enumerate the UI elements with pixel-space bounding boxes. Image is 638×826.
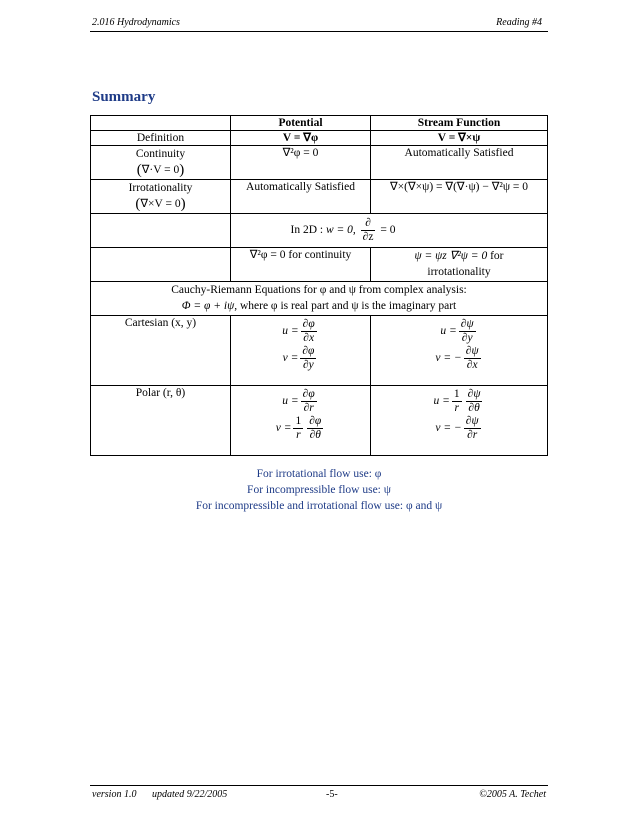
footer-updated: updated 9/22/2005	[152, 789, 228, 800]
summary-table	[90, 115, 548, 456]
twod-eq: = 0	[380, 224, 396, 237]
col-header-stream: Stream Function	[371, 116, 548, 131]
header-empty	[91, 116, 231, 131]
cartesian-str-u: $\frac{\partial\psi}{\partial y}$	[460, 318, 474, 344]
cartesian-pot-u: $\frac{\partial\varphi}{\partial x}$	[302, 318, 315, 344]
section-title: Summary	[92, 89, 156, 105]
twod-w: w = 0,	[325, 224, 356, 237]
row-label-irrotationality: Irrotationality	[128, 182, 193, 194]
twod-stream-eq: ψ = ψz ∇²ψ = 0	[414, 250, 488, 262]
footer-version: version 1.0	[92, 789, 137, 800]
row-continuity: Continuity (∇·V = 0) ∇²φ = 0 Automatically Satisfied	[91, 146, 548, 180]
polar-pot-v: $\frac{\partial\varphi}{\partial\theta}$	[309, 415, 322, 441]
continuity-condition: ∇·V = 0	[141, 164, 180, 176]
row-label-definition: Definition	[91, 131, 231, 146]
row-irrotationality: Irrotationality (∇×V = 0) Automatically Satisfied ∇×(∇×ψ) = ∇(∇·ψ) − ∇²ψ = 0	[91, 180, 548, 214]
irrotationality-condition: ∇×V = 0	[140, 198, 181, 210]
row-cartesian: Cartesian (x, y) u = $\frac{\partial\varphi}{\partial x}$ v = $\frac{\partial\varphi}{\partial y}$ u = $\frac{\partial\psi}{\partial y}$ v = − $\frac{\partial\psi}{\partial x}$	[91, 316, 548, 386]
row-polar: Polar (r, θ) u = $\frac{\partial\varphi}{\partial r}$ v = $\frac{1}{r}$ $\frac{\partial\varphi}{\partial\theta}$ u = $\frac{1}{r}$ $\frac{\partial\psi}{\partial\theta}$ v = − $\frac{\partial\psi}{\partial r}$	[91, 386, 548, 456]
header-course: 2.016 Hydrodynamics	[92, 17, 180, 28]
col-header-potential: Potential	[231, 116, 371, 131]
note-irrotational: For irrotational flow use: φ	[256, 468, 382, 480]
irrotationality-potential: Automatically Satisfied	[231, 180, 371, 214]
polar-str-u: $\frac{\partial\psi}{\partial\theta}$	[467, 388, 481, 414]
usage-notes	[90, 466, 548, 514]
definition-potential: V = ∇φ	[231, 131, 371, 146]
row-label-polar: Polar (r, θ)	[91, 386, 231, 456]
polar-pot-u: $\frac{\partial\varphi}{\partial r}$	[302, 388, 315, 414]
polar-str-v: $\frac{\partial\psi}{\partial r}$	[465, 415, 479, 441]
row-definition	[91, 131, 548, 146]
row-cauchy-riemann	[91, 282, 548, 316]
footer-page-number: -5-	[326, 789, 338, 800]
twod-stream-for: for	[490, 250, 504, 262]
cauchy-line2-text: , where φ is real part and ψ is the imaginary part	[234, 300, 457, 312]
row-2d-equations	[91, 248, 548, 282]
continuity-potential: ∇²φ = 0	[231, 146, 371, 180]
twod-derivative: $\frac{\partial}{\partial z}$	[362, 217, 374, 243]
note-both: For incompressible and irrotational flow use: φ and ψ	[195, 500, 443, 512]
cauchy-line1: Cauchy-Riemann Equations for φ and ψ from complex analysis:	[171, 284, 467, 296]
continuity-stream: Automatically Satisfied	[371, 146, 548, 180]
cartesian-pot-v: $\frac{\partial\varphi}{\partial y}$	[302, 345, 315, 371]
irrotationality-stream: ∇×(∇×ψ) = ∇(∇·ψ) − ∇²ψ = 0	[371, 180, 548, 214]
header-rule	[90, 31, 548, 32]
cauchy-equation: Φ = φ + iψ	[181, 300, 235, 312]
twod-potential-text: for continuity	[288, 249, 352, 261]
footer-copyright: ©2005 A. Techet	[479, 789, 546, 800]
row-2d	[91, 214, 548, 248]
cartesian-str-v: $\frac{\partial\psi}{\partial x}$	[465, 345, 479, 371]
footer-rule	[90, 785, 548, 786]
note-incompressible: For incompressible flow use: ψ	[247, 484, 391, 496]
row-label-cartesian: Cartesian (x, y)	[91, 316, 231, 386]
row-label-continuity: Continuity	[135, 148, 186, 160]
twod-potential-eq: ∇²φ = 0	[249, 249, 286, 261]
header-reading: Reading #4	[496, 17, 542, 28]
definition-stream: V = ∇×ψ	[371, 131, 548, 146]
twod-stream-text: irrotationality	[427, 266, 491, 278]
twod-prefix: In 2D :	[290, 224, 324, 237]
